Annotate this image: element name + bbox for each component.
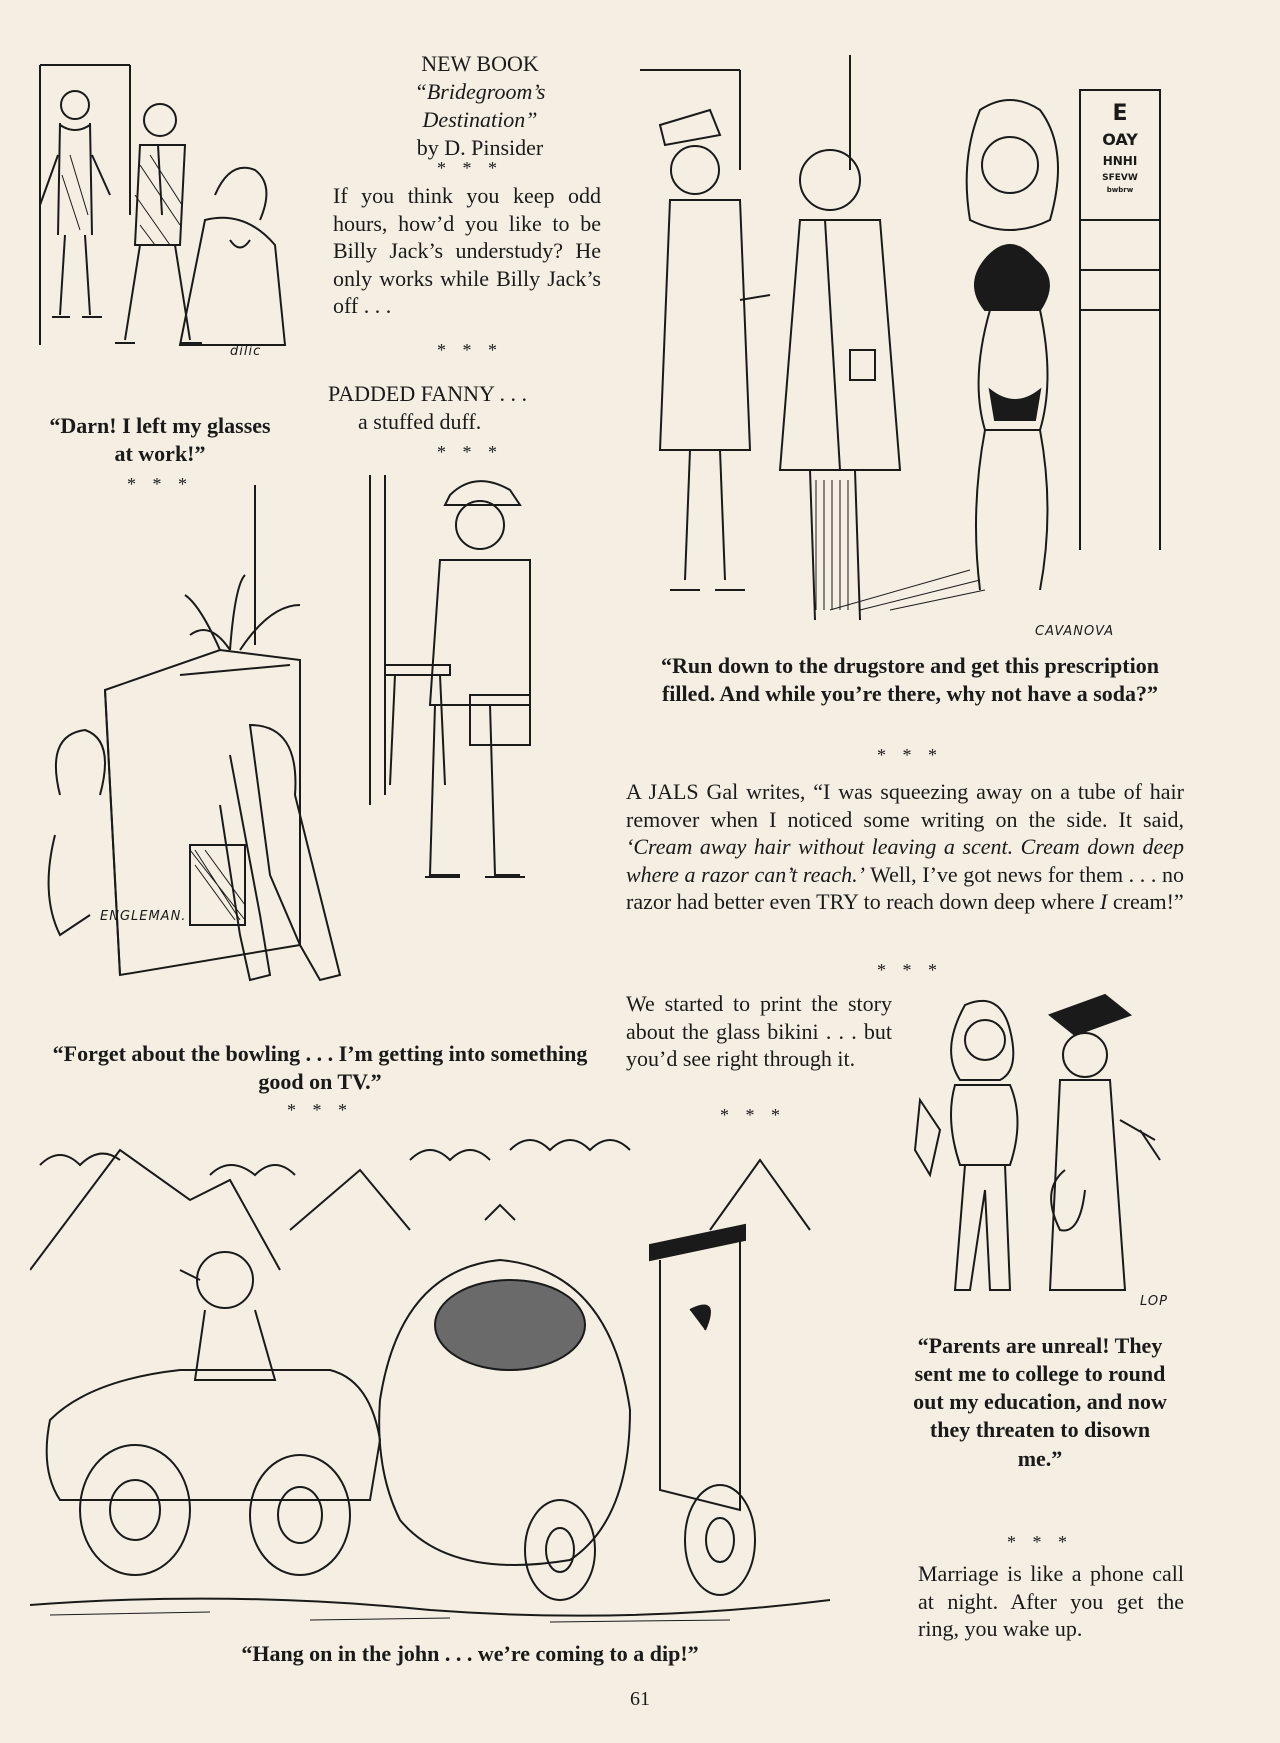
joke-jals-quote: ‘Cream away hair without leaving a scent. Cream down deep where a razor can’t reach.’	[626, 834, 1184, 887]
new-book-author: by D. Pinsider	[416, 135, 544, 160]
cartoon-tv	[30, 475, 610, 1035]
joke-marriage: Marriage is like a phone call at night. After you get the ring, you wake up.	[918, 1561, 1184, 1641]
divider-stars-6: * * *	[287, 1100, 353, 1120]
cartoon-glasses	[30, 45, 300, 390]
eye-chart-line-3: HNHI	[1102, 154, 1138, 168]
joke-jals-mid: Well, I’ve got news for them . . . no razor had better even TRY to reach down deep where	[626, 861, 1184, 914]
cartoon-trailer-drawing	[30, 1120, 900, 1640]
cartoon-trailer-caption: “Hang on in the john . . . we’re coming to a dip!”	[241, 1641, 699, 1666]
joke-padded-fanny-body: a stuffed duff.	[358, 409, 482, 434]
divider-stars-1: * * *	[127, 474, 193, 494]
divider-stars-4: * * *	[437, 442, 503, 462]
cartoon-doctor	[640, 50, 1180, 650]
cartoon-tv-signature: ENGLEMAN.	[100, 909, 187, 924]
cartoon-graduates-caption: “Parents are unreal! They sent me to college to round out my education, and now they threaten to disown me.”	[913, 1333, 1167, 1471]
cartoon-tv-drawing	[30, 475, 610, 1035]
page-number: 61	[630, 1688, 650, 1710]
cartoon-trailer	[30, 1120, 900, 1640]
joke-padded-fanny-head: PADDED FANNY . . .	[328, 381, 528, 406]
joke-billy-jack: If you think you keep odd hours, how’d you like to be Billy Jack’s understudy? He only works while Billy Jack’s off . . .	[333, 183, 601, 318]
divider-stars-9: * * *	[1007, 1532, 1073, 1552]
cartoon-doctor-signature: CAVANOVA	[1035, 624, 1115, 639]
cartoon-glasses-drawing	[30, 45, 300, 390]
joke-jals-intro: A JALS Gal writes, “I was squeezing away on a tube of hair remover when I noticed some writing on the side. It said,	[626, 779, 1184, 832]
cartoon-graduates-signature: LOP	[1140, 1294, 1168, 1309]
divider-stars-7: * * *	[877, 960, 943, 980]
joke-jals-i: I	[1100, 889, 1108, 914]
cartoon-doctor-drawing	[640, 50, 1180, 650]
cartoon-glasses-caption: “Darn! I left my glasses at work!”	[49, 413, 271, 467]
joke-jals-gal	[626, 778, 1184, 916]
cartoon-graduates	[910, 990, 1180, 1310]
divider-stars-2: * * *	[437, 158, 503, 178]
new-book-title-line1: “Bridegroom’s	[414, 79, 546, 104]
divider-stars-8: * * *	[720, 1105, 786, 1125]
cartoon-graduates-drawing	[910, 990, 1180, 1310]
eye-chart-line-4: SFEVW	[1102, 173, 1138, 183]
cartoon-glasses-signature: dilic	[230, 344, 262, 359]
eye-chart-line-2: OAY	[1102, 130, 1138, 149]
new-book-heading: NEW BOOK	[421, 51, 539, 76]
eye-chart-line-5: bwbrw	[1106, 186, 1134, 194]
joke-glass-bikini: We started to print the story about the glass bikini . . . but you’d see right through it.	[626, 991, 892, 1071]
divider-stars-5: * * *	[877, 745, 943, 765]
new-book-title-line2: Destination”	[422, 107, 538, 132]
cartoon-tv-caption: “Forget about the bowling . . . I’m getting into something good on TV.”	[52, 1041, 588, 1095]
eye-chart-line-1: E	[1112, 101, 1128, 126]
joke-jals-end: cream!”	[1107, 889, 1184, 914]
divider-stars-3: * * *	[437, 340, 503, 360]
cartoon-doctor-caption: “Run down to the drugstore and get this prescription filled. And while you’re there, why not have a soda?”	[661, 653, 1159, 707]
